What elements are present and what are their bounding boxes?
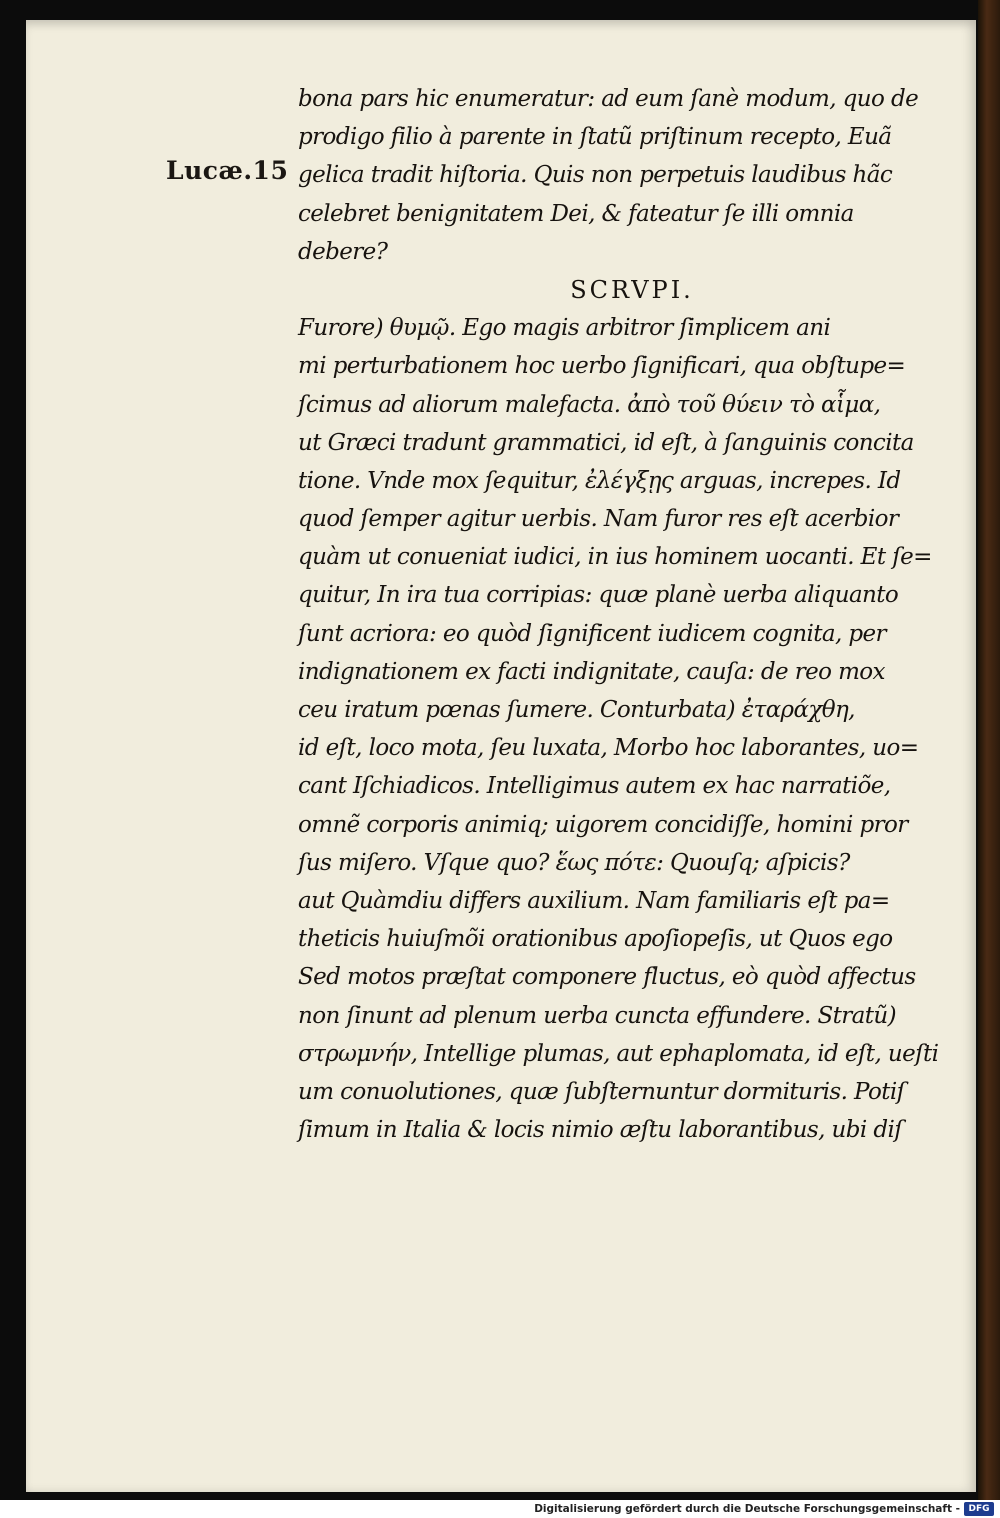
text-after-heading [298,309,958,1149]
text-line: mi perturbationem hoc uerbo ſignificari, qua obſtupe= [298,353,906,380]
text-line: omnẽ corporis animiq; uigorem concidiſſe, homini pror [298,811,908,838]
text-line: indignationem ex facti indignitate, cauſa: de reo mox [298,658,885,685]
text-line: quàm ut conueniat iudici, in ius hominem uocanti. Et ſe= [298,544,932,571]
text-line: ut Græci tradunt grammatici, id eſt, à ſanguinis concita [298,429,914,456]
section-heading: SCRVPI. [570,275,694,304]
text-line: quitur, In ira tua corripias: quæ planè uerba aliquanto [298,582,899,609]
text-line: gelica tradit hiſtoria. Quis non perpetuis laudibus hãc [298,162,893,189]
text-line: ſus miſero. Vſque quo? ἕως πότε: Quouſq; aſpicis? [298,849,850,876]
text-line: Sed motos præſtat componere fluctus, eò quòd affectus [298,964,916,991]
text-line: id eſt, loco mota, ſeu luxata, Morbo hoc laborantes, uo= [298,735,919,762]
book-edge [978,0,1000,1500]
text-line: στρωμνήν, Intellige plumas, aut ephaplomata, id eſt, ueſti [298,1040,939,1067]
text-before-heading [298,80,958,271]
text-line: debere? [298,238,388,265]
text-line: ceu iratum pœnas ſumere. Conturbata) ἐταράχθη, [298,697,855,723]
text-line: tione. Vnde mox ſequitur, ἐλέγξῃς arguas, increpes. Id [298,467,901,494]
book-page [26,20,976,1492]
digitization-credit: Digitalisierung gefördert durch die Deutsche Forschungsgemeinschaft - [0,1500,1000,1518]
text-line: prodigo filio à parente in ſtatũ priſtinum recepto, Euã [298,124,892,151]
text-line: non ſinunt ad plenum uerba cuncta effundere. Stratũ) [298,1002,897,1029]
dfg-logo: DFG [964,1502,994,1516]
marginal-note: Lucæ.15 [166,156,289,185]
text-line: quod ſemper agitur uerbis. Nam furor res eſt acerbior [298,506,899,533]
text-line: Furore) θυμῷ. Ego magis arbitror ſimplicem ani [298,315,831,342]
text-line: bona pars hic enumeratur: ad eum ſanè modum, quo de [298,86,919,112]
text-line: aut Quàmdiu differs auxilium. Nam familiaris eſt pa= [298,887,890,914]
text-line: ſunt acriora: eo quòd ſignificent iudicem cognita, per [298,620,886,647]
text-line: celebret benignitatem Dei, & fateatur ſe illi omnia [298,200,854,227]
page-text [298,80,958,1149]
text-line: cant Iſchiadicos. Intelligimus autem ex hac narratiõe, [298,773,891,800]
text-line: ſcimus ad aliorum malefacta. ἀπὸ τοῦ θύειν τὸ αἷμα, [298,391,881,418]
text-line: ſimum in Italia & locis nimio æſtu laborantibus, ubi diſ [298,1117,903,1144]
text-line: theticis huiuſmõi orationibus apoſiopeſis, ut Quos ego [298,926,893,953]
text-line: um conuolutiones, quæ ſubſternuntur dormituris. Potiſ [298,1078,905,1105]
